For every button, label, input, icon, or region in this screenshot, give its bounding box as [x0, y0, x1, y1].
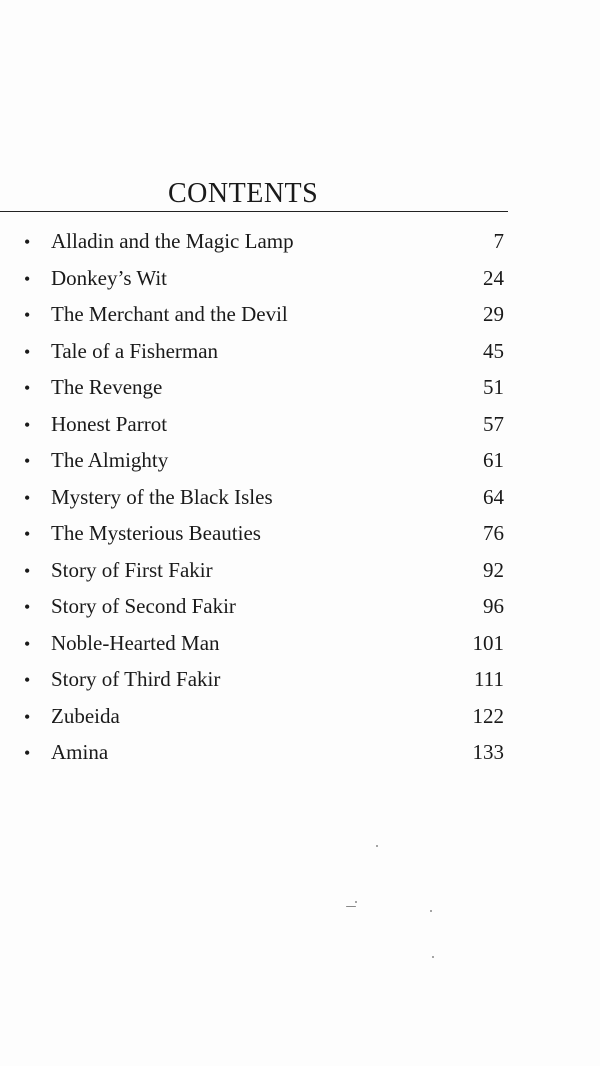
heading-rule	[0, 211, 508, 212]
toc-entry-page-number: 29	[483, 302, 504, 326]
toc-entry	[0, 699, 600, 736]
toc-entry-title: The Almighty	[51, 448, 169, 472]
toc-entry-title: Amina	[51, 740, 109, 764]
toc-entry-page-number: 51	[483, 375, 504, 399]
bullet-icon: •	[24, 268, 31, 289]
toc-entry-title: The Revenge	[51, 375, 163, 399]
toc-entry-title: Donkey’s Wit	[51, 265, 168, 290]
toc-entry-title: The Merchant and the Devil	[51, 302, 288, 326]
bullet-icon: •	[24, 524, 31, 544]
toc-entry-page-number: 45	[483, 338, 504, 363]
scan-speck	[346, 906, 356, 907]
toc-entry	[0, 589, 600, 626]
toc-entry-page-number: 92	[483, 557, 504, 582]
toc-entry-page-number: 64	[483, 484, 504, 509]
toc-entry	[0, 407, 600, 444]
toc-entry-title: Alladin and the Magic Lamp	[51, 229, 294, 253]
toc-entry-title: The Mysterious Beauties	[51, 521, 261, 545]
toc-entry	[0, 224, 600, 261]
toc-entry	[0, 662, 600, 699]
toc-entry-page-number: 57	[483, 411, 504, 436]
toc-entry-page-number: 7	[493, 229, 504, 253]
scan-speck	[432, 956, 434, 958]
toc-entry	[0, 443, 600, 480]
toc-entry-page-number: 24	[483, 265, 504, 290]
bullet-icon: •	[24, 414, 31, 435]
toc-entry-title: Mystery of the Black Isles	[51, 484, 273, 509]
bullet-icon: •	[24, 560, 31, 581]
toc-entry-page-number: 76	[483, 521, 504, 545]
toc-entry-page-number: 101	[472, 630, 504, 655]
toc-entry	[0, 626, 600, 663]
bullet-icon: •	[24, 706, 31, 727]
toc-entry	[0, 553, 600, 590]
bullet-icon: •	[24, 341, 31, 362]
toc-entry-page-number: 133	[472, 740, 504, 764]
toc-entry	[0, 370, 600, 407]
bullet-icon: •	[24, 670, 31, 690]
toc-entry-page-number: 96	[483, 594, 504, 618]
bullet-icon: •	[24, 305, 31, 325]
table-of-contents	[0, 224, 600, 772]
bullet-icon: •	[24, 597, 31, 617]
bullet-icon: •	[24, 743, 31, 763]
toc-entry	[0, 516, 600, 553]
bullet-icon: •	[24, 487, 31, 508]
toc-entry-title: Story of First Fakir	[51, 557, 213, 582]
toc-entry-page-number: 61	[483, 448, 504, 472]
contents-heading: CONTENTS	[168, 178, 319, 209]
scan-speck	[355, 901, 357, 903]
bullet-icon: •	[24, 232, 31, 252]
toc-entry	[0, 261, 600, 298]
toc-entry-title: Zubeida	[51, 703, 120, 728]
bullet-icon: •	[24, 378, 31, 398]
scan-speck	[376, 845, 378, 847]
scan-speck	[430, 910, 432, 912]
toc-entry-title: Story of Third Fakir	[51, 667, 221, 691]
toc-entry	[0, 480, 600, 517]
toc-entry	[0, 334, 600, 371]
toc-entry-page-number: 111	[474, 667, 504, 691]
toc-entry-page-number: 122	[472, 703, 504, 728]
toc-entry-title: Tale of a Fisherman	[51, 338, 219, 363]
toc-entry	[0, 735, 600, 772]
toc-entry-title: Story of Second Fakir	[51, 594, 236, 618]
bullet-icon: •	[24, 451, 31, 471]
toc-entry-title: Honest Parrot	[51, 411, 168, 436]
bullet-icon: •	[24, 633, 31, 654]
toc-entry	[0, 297, 600, 334]
toc-entry-title: Noble-Hearted Man	[51, 630, 220, 655]
